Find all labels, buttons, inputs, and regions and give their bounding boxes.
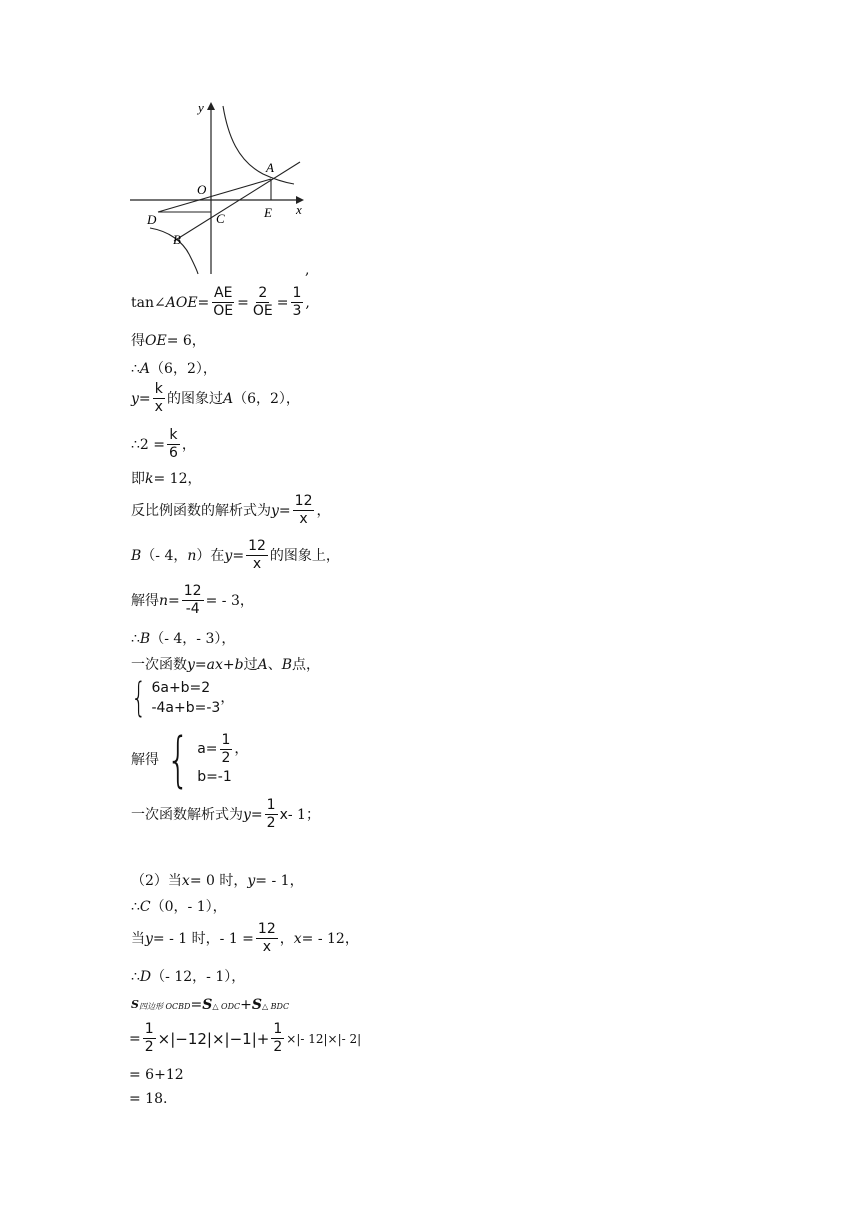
denominator: 2 — [221, 749, 231, 766]
line-DA — [158, 179, 271, 212]
text: y — [224, 547, 233, 564]
text: = — [129, 1030, 141, 1047]
text: 反比例函数的解析式为 — [131, 502, 271, 519]
text: + — [222, 657, 235, 673]
denominator: OE — [213, 303, 234, 319]
text: ， — [181, 436, 196, 453]
numerator: 12 — [294, 493, 313, 509]
text: = 0 时， — [189, 873, 248, 889]
text: y — [131, 390, 139, 407]
text: ， — [234, 741, 249, 757]
text: 得 — [131, 333, 145, 349]
fraction — [211, 286, 235, 319]
label-x: x — [296, 202, 302, 217]
text: S — [251, 997, 262, 1013]
text: n — [159, 592, 169, 609]
text: （- 4，- 3）， — [150, 631, 236, 647]
label-C: C — [216, 211, 225, 226]
text: ， — [316, 502, 331, 519]
text: （2）当 — [131, 873, 182, 889]
subscript: 四边形 OCBD — [138, 1002, 191, 1011]
text: ∴ — [131, 631, 140, 647]
line-point-b — [131, 630, 235, 648]
coordinate-figure — [128, 96, 308, 278]
text: B — [281, 657, 293, 673]
text: 即 — [131, 471, 145, 487]
line-tan — [131, 286, 310, 319]
label-B: B — [173, 232, 181, 247]
text: = — [190, 997, 203, 1013]
equation: 6a+b=2 — [151, 680, 211, 696]
line-result — [129, 1090, 167, 1108]
text: ax — [206, 657, 223, 673]
text: n — [187, 547, 197, 564]
text: ∴ — [131, 899, 140, 915]
text: - 1； — [287, 806, 320, 823]
line-area-calc — [129, 1022, 361, 1055]
numerator: 12 — [257, 921, 276, 937]
text: = — [197, 294, 210, 311]
text: = - 3， — [205, 592, 254, 609]
text: ∴2 = — [131, 436, 165, 453]
text: ∴ — [131, 969, 140, 985]
text: 的图象上， — [269, 547, 340, 564]
line-linear-result — [131, 798, 320, 831]
numerator: AE — [214, 285, 233, 301]
text: = — [250, 806, 263, 823]
line-point-a — [131, 360, 217, 378]
label-O: O — [197, 182, 207, 197]
fraction — [182, 584, 204, 617]
text: 一次函数 — [131, 657, 187, 673]
numerator: 1 — [292, 285, 302, 301]
numerator: 1 — [221, 731, 231, 748]
denominator: x — [154, 399, 163, 415]
denominator: 3 — [292, 303, 302, 319]
text: a= — [197, 741, 218, 757]
text: y — [145, 930, 153, 947]
fraction — [265, 798, 278, 831]
line-area-formula — [131, 994, 289, 1016]
text: y — [187, 657, 195, 673]
text: 当 — [131, 930, 145, 947]
text: （6，2）， — [233, 390, 300, 407]
subscript: △ BDC — [261, 1002, 290, 1011]
text: = — [278, 502, 291, 519]
text: y — [247, 873, 256, 889]
text: y — [271, 502, 279, 519]
text: C — [139, 899, 151, 915]
text: = - 12， — [301, 930, 359, 947]
line-oe — [131, 332, 206, 350]
text: D — [139, 969, 152, 985]
label-A: A — [266, 160, 274, 175]
text: S — [131, 998, 139, 1011]
fraction — [153, 382, 165, 415]
left-brace: { — [131, 675, 147, 721]
text: S — [202, 997, 213, 1013]
text: ∴ — [131, 361, 140, 377]
fraction — [143, 1022, 156, 1055]
label-D: D — [147, 212, 157, 227]
text: B — [131, 547, 142, 564]
subscript: △ ODC — [212, 1002, 241, 1011]
denominator: OE — [252, 303, 273, 319]
text: x — [293, 930, 302, 947]
text: + — [240, 997, 252, 1013]
text: A — [139, 361, 151, 377]
line-graph-through-a — [131, 382, 300, 415]
denominator: x — [299, 511, 308, 527]
denominator: 6 — [169, 445, 178, 461]
text: = — [232, 547, 245, 564]
line-linear-function — [131, 656, 320, 674]
numerator: 1 — [266, 797, 276, 813]
line-sum — [129, 1066, 184, 1084]
text: （6，2）， — [150, 361, 217, 377]
denominator: 2 — [266, 815, 276, 831]
text: ， — [220, 690, 235, 706]
denominator: x — [262, 939, 271, 955]
denominator: x — [252, 556, 262, 572]
text: ×|- 12|×|- 2| — [286, 1031, 362, 1046]
text: , — [305, 294, 310, 311]
fraction — [251, 286, 275, 319]
system — [151, 678, 220, 718]
line-point-c — [131, 898, 227, 916]
line-point-b-on-graph — [131, 539, 340, 572]
text: （- 4， — [141, 547, 188, 564]
numerator: 12 — [248, 538, 266, 554]
line-equation-system — [126, 675, 235, 721]
numerator: 1 — [273, 1021, 283, 1037]
denominator: 2 — [144, 1039, 154, 1055]
text: （0，- 1）， — [150, 899, 227, 915]
numerator: k — [154, 381, 163, 397]
line-inverse-function — [131, 494, 330, 527]
text: x — [181, 873, 190, 889]
equation — [197, 733, 248, 766]
label-y: y — [198, 100, 204, 115]
text: x — [279, 806, 288, 823]
left-brace: { — [166, 725, 190, 795]
text: = — [237, 294, 249, 311]
text: 解得 — [131, 752, 159, 768]
text: A — [222, 390, 234, 407]
label-E: E — [264, 205, 272, 220]
text: 一次函数解析式为 — [131, 806, 243, 823]
text: 解得 — [131, 592, 159, 609]
text: y — [243, 806, 251, 823]
numerator: 1 — [144, 1021, 154, 1037]
line-part2 — [131, 872, 304, 890]
text: 点， — [292, 657, 321, 673]
text: = — [138, 390, 151, 407]
text: （- 12，- 1）， — [151, 969, 246, 985]
text: = - 1， — [255, 873, 304, 889]
fraction — [271, 1022, 284, 1055]
text: = — [276, 294, 289, 311]
text: 过 — [243, 657, 258, 673]
text: OE — [145, 333, 167, 349]
text: ， — [279, 930, 294, 947]
text: ）在 — [196, 547, 225, 564]
text: = 6+12 — [129, 1067, 184, 1083]
text: k — [145, 471, 154, 487]
text: 的图象过 — [166, 390, 223, 407]
fraction — [246, 539, 268, 572]
text: 、 — [267, 657, 282, 673]
numerator: 12 — [183, 583, 202, 599]
text: ×|−12|×|−1|+ — [157, 1029, 270, 1048]
line-y-minus-1 — [131, 922, 359, 955]
figure-trailing-comma: , — [305, 262, 310, 278]
equation: b=-1 — [197, 768, 232, 785]
text: AOE — [165, 294, 198, 311]
line-solution-system — [131, 725, 249, 795]
text: = 6， — [166, 333, 206, 349]
fraction — [256, 922, 278, 955]
text: = — [194, 657, 207, 673]
y-axis-arrow — [207, 102, 215, 110]
denominator: 2 — [273, 1039, 283, 1055]
line-solve-n — [131, 584, 254, 617]
fraction — [291, 286, 304, 319]
equation: -4a+b=-3 — [151, 700, 221, 716]
text: = 12， — [153, 471, 202, 487]
line-point-d — [131, 968, 245, 986]
text: tan∠ — [131, 294, 166, 311]
line-2-eq-k6 — [131, 428, 196, 461]
system — [197, 733, 248, 788]
denominator: -4 — [185, 601, 200, 617]
text: = — [168, 592, 180, 609]
text: A — [257, 657, 268, 673]
line-k-12 — [131, 470, 201, 488]
text: b — [234, 657, 244, 673]
fraction — [220, 733, 233, 766]
fraction — [293, 494, 315, 527]
text: = 18. — [129, 1091, 168, 1107]
text: B — [139, 631, 151, 647]
fraction — [167, 428, 180, 461]
text: = - 1 时，- 1 = — [152, 930, 254, 947]
numerator: 2 — [258, 285, 268, 301]
numerator: k — [169, 427, 178, 443]
